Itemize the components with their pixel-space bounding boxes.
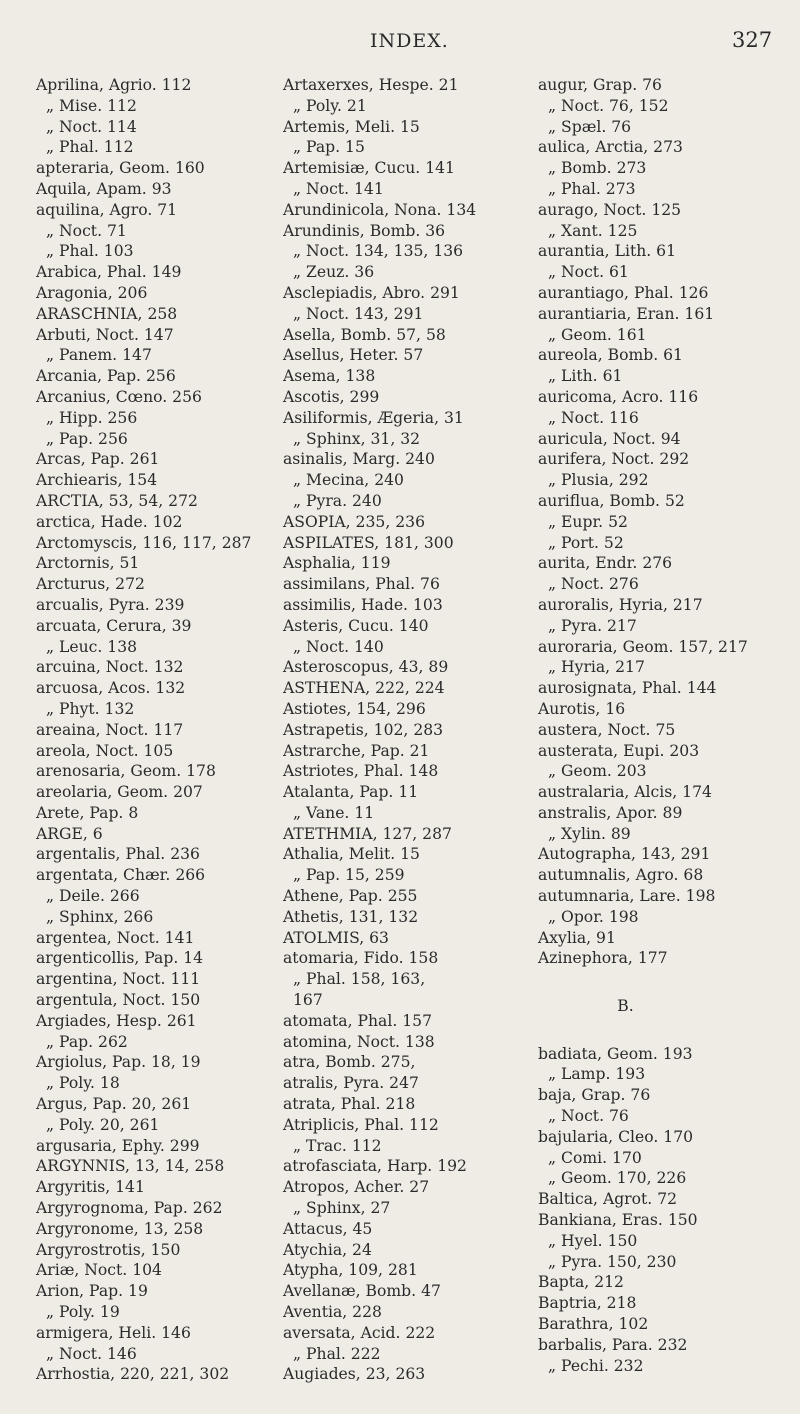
index-entry: atralis, Pyra. 247 bbox=[283, 1074, 419, 1093]
index-entry: arcuata, Cerura, 39 bbox=[36, 616, 192, 635]
index-entry: „ Pap. 15 bbox=[293, 138, 365, 157]
index-entry: argentata, Chær. 266 bbox=[36, 866, 206, 885]
index-entry: ASPILATES, 181, 300 bbox=[283, 533, 454, 552]
index-entry: „ Noct. 71 bbox=[46, 221, 127, 240]
index-entry: „ Sphinx, 27 bbox=[293, 1199, 391, 1218]
index-entry: atra, Bomb. 275, bbox=[283, 1053, 416, 1072]
index-entry: australaria, Alcis, 174 bbox=[538, 783, 712, 802]
index-entry: argenticollis, Pap. 14 bbox=[36, 949, 204, 968]
index-entry: Asella, Bomb. 57, 58 bbox=[283, 325, 446, 344]
index-column-1 bbox=[36, 75, 281, 1385]
index-entry: Argyritis, 141 bbox=[36, 1178, 145, 1197]
index-entry: Asteroscopus, 43, 89 bbox=[283, 658, 449, 677]
index-entry: Aragonia, 206 bbox=[36, 283, 148, 302]
index-entry: argusaria, Ephy. 299 bbox=[36, 1136, 200, 1155]
index-entry: „ Deile. 266 bbox=[46, 887, 140, 906]
index-column-3 bbox=[538, 75, 783, 1376]
index-entry: „ Poly. 19 bbox=[46, 1303, 120, 1322]
index-entry: „ Poly. 21 bbox=[293, 96, 367, 115]
index-entry: Atalanta, Pap. 11 bbox=[283, 783, 419, 802]
index-entry: „ Zeuz. 36 bbox=[293, 263, 375, 282]
index-entry: Asellus, Heter. 57 bbox=[283, 346, 424, 365]
index-entry: augur, Grap. 76 bbox=[538, 76, 662, 94]
index-entry: atomina, Noct. 138 bbox=[283, 1032, 435, 1051]
index-entry: aurantiago, Phal. 126 bbox=[538, 283, 709, 302]
index-entry: Argus, Pap. 20, 261 bbox=[36, 1095, 192, 1114]
index-entry: Arundinis, Bomb. 36 bbox=[283, 221, 446, 240]
index-entry: „ Phal. 112 bbox=[46, 138, 134, 157]
index-entry: „ Sphinx, 266 bbox=[46, 907, 154, 926]
page-number: 327 bbox=[732, 28, 773, 52]
index-entry: „ Leuc. 138 bbox=[46, 637, 138, 656]
index-entry: „ Plusia, 292 bbox=[548, 471, 649, 490]
index-entry: asinalis, Marg. 240 bbox=[283, 450, 435, 469]
index-entry: Attacus, 45 bbox=[283, 1219, 373, 1238]
index-entry: arcualis, Pyra. 239 bbox=[36, 595, 185, 614]
index-entry: „ Panem. 147 bbox=[46, 346, 152, 365]
index-entry: autumnalis, Agro. 68 bbox=[538, 866, 704, 885]
index-entry: Aurotis, 16 bbox=[538, 699, 626, 718]
index-entry: „ Noct. 76 bbox=[548, 1107, 629, 1126]
index-entry: „ Trac. 112 bbox=[293, 1136, 382, 1155]
index-entry: Artaxerxes, Hespe. 21 bbox=[283, 76, 459, 94]
index-entry: ARGYNNIS, 13, 14, 258 bbox=[36, 1157, 225, 1176]
index-entry: Barathra, 102 bbox=[538, 1315, 649, 1334]
spacer bbox=[538, 969, 783, 990]
index-entry: ASOPIA, 235, 236 bbox=[283, 512, 425, 531]
index-entry: Argyronome, 13, 258 bbox=[36, 1219, 204, 1238]
index-entry: Aprilina, Agrio. 112 bbox=[36, 76, 192, 94]
index-entry: Arbuti, Noct. 147 bbox=[36, 325, 174, 344]
index-entry: Arctornis, 51 bbox=[36, 554, 140, 573]
index-entry: „ Pap. 262 bbox=[46, 1032, 128, 1051]
index-entry: „ Sphinx, 31, 32 bbox=[293, 429, 421, 448]
index-entry: Arcania, Pap. 256 bbox=[36, 367, 176, 386]
index-entry: „ Noct. 146 bbox=[46, 1344, 137, 1363]
index-entry: austerata, Eupi. 203 bbox=[538, 741, 700, 760]
index-entry: „ Eupr. 52 bbox=[548, 512, 628, 531]
index-entry: Astiotes, 154, 296 bbox=[283, 699, 426, 718]
index-entry: aureola, Bomb. 61 bbox=[538, 346, 683, 365]
index-entry: badiata, Geom. 193 bbox=[538, 1044, 693, 1063]
index-column-2 bbox=[283, 75, 528, 1385]
index-entry: „ Phal. 222 bbox=[293, 1344, 381, 1363]
index-entry: „ Geom. 203 bbox=[548, 762, 647, 781]
index-entry: „ Noct. 134, 135, 136 bbox=[293, 242, 464, 261]
index-entry: Bapta, 212 bbox=[538, 1273, 624, 1292]
index-entry: Athalia, Melit. 15 bbox=[283, 845, 420, 864]
index-entry: Avellanæ, Bomb. 47 bbox=[283, 1282, 441, 1301]
index-entry: Azinephora, 177 bbox=[538, 949, 668, 968]
index-entry: Arrhostia, 220, 221, 302 bbox=[36, 1365, 230, 1384]
index-entry: Atriplicis, Phal. 112 bbox=[283, 1115, 439, 1134]
index-entry: Atropos, Acher. 27 bbox=[283, 1178, 430, 1197]
index-entry: argentula, Noct. 150 bbox=[36, 991, 201, 1010]
index-entry: austera, Noct. 75 bbox=[538, 720, 676, 739]
index-entry: „ Xant. 125 bbox=[548, 221, 638, 240]
page-title: INDEX. bbox=[370, 30, 449, 52]
index-entry: auroralis, Hyria, 217 bbox=[538, 595, 703, 614]
index-entry: aurago, Noct. 125 bbox=[538, 200, 682, 219]
index-entry: Arundinicola, Nona. 134 bbox=[283, 200, 477, 219]
index-entry: „ Noct. 143, 291 bbox=[293, 304, 424, 323]
index-entry: aurita, Endr. 276 bbox=[538, 554, 673, 573]
index-entry: argentina, Noct. 111 bbox=[36, 970, 201, 989]
index-entry: „ Pyra. 150, 230 bbox=[548, 1252, 677, 1271]
index-entry: Arcas, Pap. 261 bbox=[36, 450, 160, 469]
index-entry: ASTHENA, 222, 224 bbox=[283, 679, 445, 698]
index-entry: Athene, Pap. 255 bbox=[283, 887, 418, 906]
index-entry: Asphalia, 119 bbox=[283, 554, 391, 573]
index-entry: Argyrognoma, Pap. 262 bbox=[36, 1199, 223, 1218]
index-entry: ARCTIA, 53, 54, 272 bbox=[36, 491, 198, 510]
index-entry: atomata, Phal. 157 bbox=[283, 1011, 433, 1030]
index-entry: „ Pap. 256 bbox=[46, 429, 128, 448]
index-entry: „ Mise. 112 bbox=[46, 96, 137, 115]
index-entry: atrata, Phal. 218 bbox=[283, 1095, 416, 1114]
index-entry: Artemisiæ, Cucu. 141 bbox=[283, 159, 455, 178]
page-header bbox=[0, 30, 800, 60]
index-entry: apteraria, Geom. 160 bbox=[36, 159, 205, 178]
index-entry: „ Phyt. 132 bbox=[46, 699, 135, 718]
index-entry: Aquila, Apam. 93 bbox=[36, 179, 172, 198]
index-entry: aquilina, Agro. 71 bbox=[36, 200, 178, 219]
index-entry: Baptria, 218 bbox=[538, 1294, 637, 1313]
index-entry: „ Geom. 170, 226 bbox=[548, 1169, 687, 1188]
index-entry: ATETHMIA, 127, 287 bbox=[283, 824, 452, 843]
index-entry: ARASCHNIA, 258 bbox=[36, 304, 178, 323]
index-entry: „ Noct. 76, 152 bbox=[548, 96, 669, 115]
index-entry: „ Mecina, 240 bbox=[293, 471, 404, 490]
index-entry: „ Port. 52 bbox=[548, 533, 624, 552]
index-entry: „ Opor. 198 bbox=[548, 907, 639, 926]
index-entry: Artemis, Meli. 15 bbox=[283, 117, 420, 136]
index-entry: Aventia, 228 bbox=[283, 1303, 382, 1322]
index-entry: „ Poly. 20, 261 bbox=[46, 1115, 160, 1134]
index-entry: Bankiana, Eras. 150 bbox=[538, 1211, 698, 1230]
index-entry: Autographa, 143, 291 bbox=[538, 845, 711, 864]
index-entry: „ Spæl. 76 bbox=[548, 117, 632, 136]
index-entry: „ Phal. 273 bbox=[548, 179, 636, 198]
index-entry: „ Bomb. 273 bbox=[548, 159, 647, 178]
index-entry: Asema, 138 bbox=[283, 367, 376, 386]
index-entry: ARGE, 6 bbox=[36, 824, 103, 843]
index-entry: Argyrostrotis, 150 bbox=[36, 1240, 181, 1259]
index-entry: bajularia, Cleo. 170 bbox=[538, 1127, 694, 1146]
index-entry: „ Hipp. 256 bbox=[46, 408, 138, 427]
index-entry: Argiades, Hesp. 261 bbox=[36, 1011, 197, 1030]
index-entry: armigera, Heli. 146 bbox=[36, 1323, 191, 1342]
index-entry: areola, Noct. 105 bbox=[36, 741, 174, 760]
index-entry: Argiolus, Pap. 18, 19 bbox=[36, 1053, 201, 1072]
index-entry: „ Xylin. 89 bbox=[548, 824, 631, 843]
index-entry: „ Lith. 61 bbox=[548, 367, 623, 386]
index-entry: barbalis, Para. 232 bbox=[538, 1335, 688, 1354]
index-entry: auroraria, Geom. 157, 217 bbox=[538, 637, 748, 656]
index-entry: Arion, Pap. 19 bbox=[36, 1282, 148, 1301]
index-entry: aurosignata, Phal. 144 bbox=[538, 679, 717, 698]
index-entry: Astrarche, Pap. 21 bbox=[283, 741, 430, 760]
index-entry: „ Hyel. 150 bbox=[548, 1231, 638, 1250]
index-entry: Augiades, 23, 263 bbox=[283, 1365, 426, 1384]
index-entry: „ Noct. 276 bbox=[548, 575, 639, 594]
index-entry: arenosaria, Geom. 178 bbox=[36, 762, 216, 781]
index-entry: Atypha, 109, 281 bbox=[283, 1261, 418, 1280]
index-entry: Arete, Pap. 8 bbox=[36, 803, 139, 822]
index-entry: Asteris, Cucu. 140 bbox=[283, 616, 429, 635]
index-entry: areolaria, Geom. 207 bbox=[36, 783, 203, 802]
index-entry: arcuosa, Acos. 132 bbox=[36, 679, 186, 698]
index-entry: argentalis, Phal. 236 bbox=[36, 845, 200, 864]
index-entry: Astriotes, Phal. 148 bbox=[283, 762, 439, 781]
index-entry: Archiearis, 154 bbox=[36, 471, 158, 490]
index-entry: „ Pechi. 232 bbox=[548, 1356, 644, 1375]
index-entry: „ Lamp. 193 bbox=[548, 1065, 646, 1084]
index-entry: „ Pyra. 240 bbox=[293, 491, 382, 510]
index-entry: „ Noct. 61 bbox=[548, 263, 629, 282]
index-entry: Asclepiadis, Abro. 291 bbox=[283, 283, 460, 302]
index-entry: „ Pap. 15, 259 bbox=[293, 866, 405, 885]
index-entry: „ Comi. 170 bbox=[548, 1148, 642, 1167]
index-entry: arcuina, Noct. 132 bbox=[36, 658, 184, 677]
index-entry: „ Geom. 161 bbox=[548, 325, 647, 344]
index-entry: aurantiaria, Eran. 161 bbox=[538, 304, 715, 323]
index-entry: arctica, Hade. 102 bbox=[36, 512, 183, 531]
index-entry: assimilans, Phal. 76 bbox=[283, 575, 440, 594]
index-entry: „ Noct. 140 bbox=[293, 637, 384, 656]
index-entry: autumnaria, Lare. 198 bbox=[538, 887, 716, 906]
index-entry: baja, Grap. 76 bbox=[538, 1086, 651, 1105]
index-entry: ATOLMIS, 63 bbox=[283, 928, 389, 947]
index-entry: aulica, Arctia, 273 bbox=[538, 138, 683, 157]
index-entry: „ Hyria, 217 bbox=[548, 658, 645, 677]
index-entry: atrofasciata, Harp. 192 bbox=[283, 1157, 467, 1176]
index-entry: Arabica, Phal. 149 bbox=[36, 263, 182, 282]
index-entry: „ Noct. 114 bbox=[46, 117, 137, 136]
index-entry: „ Noct. 141 bbox=[293, 179, 384, 198]
index-entry: Baltica, Agrot. 72 bbox=[538, 1190, 678, 1209]
index-entry: aurantia, Lith. 61 bbox=[538, 242, 677, 261]
index-entry: auricula, Noct. 94 bbox=[538, 429, 681, 448]
index-entry: auricoma, Acro. 116 bbox=[538, 387, 699, 406]
index-entry: Ascotis, 299 bbox=[283, 387, 380, 406]
index-entry: Asiliformis, Ægeria, 31 bbox=[283, 408, 464, 427]
index-entry: „ Pyra. 217 bbox=[548, 616, 637, 635]
index-entry: Arcturus, 272 bbox=[36, 575, 145, 594]
index-entry: Astrapetis, 102, 283 bbox=[283, 720, 444, 739]
index-entry: Ariæ, Noct. 104 bbox=[36, 1261, 162, 1280]
section-heading: B. bbox=[617, 997, 634, 1016]
index-entry: assimilis, Hade. 103 bbox=[283, 595, 443, 614]
index-entry: auriflua, Bomb. 52 bbox=[538, 491, 685, 510]
index-entry: 167 bbox=[293, 991, 323, 1010]
spacer bbox=[538, 1023, 783, 1044]
index-entry: Athetis, 131, 132 bbox=[283, 907, 419, 926]
index-entry: „ Phal. 158, 163, bbox=[293, 970, 426, 989]
index-entry: areaina, Noct. 117 bbox=[36, 720, 184, 739]
index-entry: aversata, Acid. 222 bbox=[283, 1323, 436, 1342]
index-entry: atomaria, Fido. 158 bbox=[283, 949, 439, 968]
index-entry: „ Phal. 103 bbox=[46, 242, 134, 261]
index-entry: „ Noct. 116 bbox=[548, 408, 639, 427]
index-entry: aurifera, Noct. 292 bbox=[538, 450, 690, 469]
index-entry: Atychia, 24 bbox=[283, 1240, 372, 1259]
index-entry: „ Poly. 18 bbox=[46, 1074, 120, 1093]
index-entry: anstralis, Apor. 89 bbox=[538, 803, 683, 822]
index-entry: argentea, Noct. 141 bbox=[36, 928, 195, 947]
index-entry: Arcanius, Cœno. 256 bbox=[36, 387, 202, 406]
index-entry: Axylia, 91 bbox=[538, 928, 616, 947]
index-entry: Arctomyscis, 116, 117, 287 bbox=[36, 533, 252, 552]
index-entry: „ Vane. 11 bbox=[293, 803, 375, 822]
